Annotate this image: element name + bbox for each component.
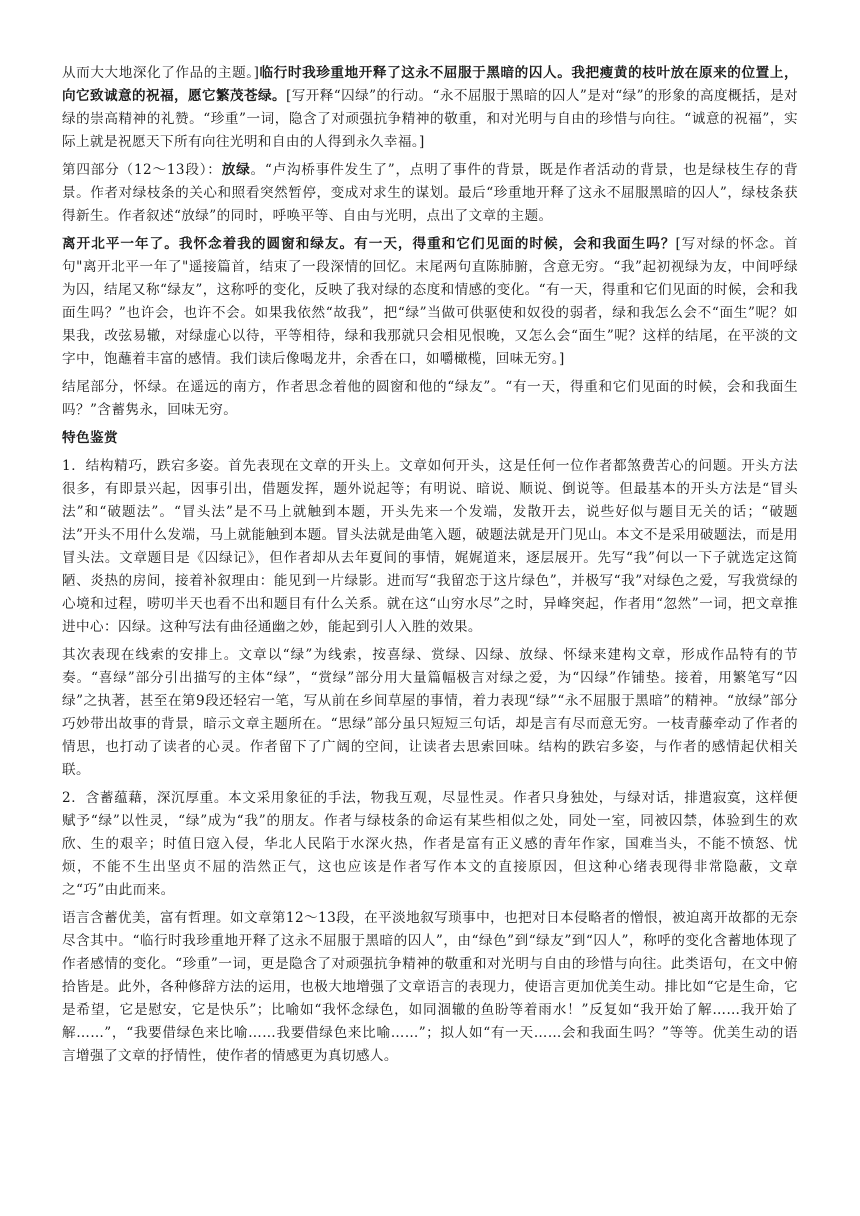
paragraph	[62, 907, 798, 1068]
paragraph	[62, 233, 798, 371]
text-run: 从而大大地深化了作品的主题。]	[62, 65, 260, 81]
text-run: 第四部分（12～13段）：	[62, 162, 222, 178]
document-page	[62, 62, 798, 1073]
text-run: 语言含蓄优美，富有哲理。如文章第12～13段，在平淡地叙写琐事中，也把对日本侵略者的憎恨，被迫离开故都的无奈尽含其中。“临行时我珍重地开释了这永不屈服于黑暗的囚人”，由“绿色”到“绿友”到“囚人”，称呼的变化含蓄地体现了作者感情的变化。“珍重”一词，更是隐含了对顽强抗争精神的敬重和对光明与自由的珍惜与向往。此类语句，在文中俯拾皆是。此外，各种修辞方法的运用，也极大地增强了文章语言的表现力，使语言更加优美生动。排比如“它是生命，它是希望，它是慰安，它是快乐”；比喻如“我怀念绿色，如同涸辙的鱼盼等着雨水！”反复如“我开始了解……我开始了解……”，“我要借绿色来比喻……我要借绿色来比喻……”；拟人如“有一天……会和我面生吗？”等等。优美生动的语言增强了文章的抒情性，使作者的情感更为真切感人。	[62, 910, 798, 1064]
paragraph	[62, 455, 798, 639]
paragraph	[62, 644, 798, 782]
paragraph	[62, 159, 798, 228]
paragraph	[62, 376, 798, 422]
bold-text-run: 临行时我珍重地开释了这永不屈服于黑暗的囚人。我把瘦黄的枝叶放在原来的位置上，向它致诚意的祝福，愿它繁茂苍绿。	[62, 65, 798, 104]
paragraph	[62, 787, 798, 902]
text-run: 其次表现在线索的安排上。文章以“绿”为线索，按喜绿、赏绿、囚绿、放绿、怀绿来建构文章，形成作品特有的节奏。“喜绿”部分引出描写的主体“绿”，“赏绿”部分用大量篇幅极言对绿之爱，为“囚绿”作铺垫。接着，用繁笔写“囚绿”之执著，甚至在第9段还轻宕一笔，写从前在乡间草屋的事情，着力表现“绿”“永不屈服于黑暗”的精神。“放绿”部分巧妙带出故事的背景，暗示文章主题所在。“思绿”部分虽只短短三句话，却是言有尽而意无穷。一枝青藤牵动了作者的情思，也打动了读者的心灵。作者留下了广阔的空间，让读者去思索回味。结构的跌宕多姿，与作者的感情起伏相关联。	[62, 647, 798, 778]
text-run: 2．含蓄蕴藉，深沉厚重。本文采用象征的手法，物我互观，尽显性灵。作者只身独处，与绿对话，排遣寂寞，这样便赋予“绿”以性灵，“绿”成为“我”的朋友。作者与绿枝条的命运有某些相似之处，同处一室，同被囚禁，体验到生的欢欣、生的艰辛；时值日寇入侵，华北人民陷于水深火热，作者是富有正义感的青年作家，国难当头，不能不愤怒、忧烦，不能不生出坚贞不屈的浩然正气，这也应该是作者写作本文的直接原因，但这种心绪表现得非常隐蔽，文章之“巧”由此而来。	[62, 790, 798, 898]
text-run: 。“卢沟桥事件发生了”，点明了事件的背景，既是作者活动的背景，也是绿枝生存的背景。作者对绿枝条的关心和照看突然暂停，变成对求生的谋划。最后“珍重地开释了这永不屈服黑暗的囚人”，绿枝条获得新生。作者叙述“放绿”的同时，呼唤平等、自由与光明，点出了文章的主题。	[62, 162, 798, 224]
paragraph	[62, 62, 798, 154]
text-run: 1．结构精巧，跌宕多姿。首先表现在文章的开头上。文章如何开头，这是任何一位作者都煞费苦心的问题。开头方法很多，有即景兴起，因事引出，借题发挥，题外说起等；有明说、暗说、顺说、倒说等。但最基本的开头方法是“冒头法”和“破题法”。“冒头法”是不马上就触到本题，开头先来一个发端，发散开去，说些好似与题目无关的话；“破题法”开头不用什么发端，马上就能触到本题。冒头法就是曲笔入题，破题法就是开门见山。本文不是采用破题法，而是用冒头法。文章题目是《囚绿记》，但作者却从去年夏间的事情，娓娓道来，逐层展开。先写“我”何以一下子就选定这简陋、炎热的房间，接着补叙理由：能见到一片绿影。进而写“我留恋于这片绿色”，并极写“我”对绿色之爱，写我赏绿的心境和过程，唠叨半天也看不出和题目有什么关系。就在这“山穷水尽”之时，异峰突起，作者用“忽然”一词，把文章推进中心：囚绿。这种写法有曲径通幽之妙，能起到引人入胜的效果。	[62, 458, 798, 635]
text-run: [写对绿的怀念。首句"离开北平一年了"遥接篇首，结束了一段深情的回忆。末尾两句直陈肺腑，含意无穷。“我”起初视绿为友，中间呼绿为囚，结尾又称“绿友”，这称呼的变化，反映了我对绿的态度和情感的变化。“有一天，得重和它们见面的时候，会和我面生吗？”也许会，也许不会。如果我依然“故我”，把“绿”当做可供驱使和奴役的弱者，绿和我怎么会不“面生”呢？如果我，改弦易辙，对绿虚心以待，平等相待，绿和我那就只会相见恨晚，又怎么会“面生”呢？这样的结尾，在平淡的文字中，饱蘸着丰富的感情。我们读后像喝龙井，余香在口，如嚼橄榄，回味无穷。]	[62, 236, 799, 367]
bold-text-run: 特色鉴赏	[62, 430, 118, 446]
bold-text-run: 放绿	[221, 162, 251, 178]
text-run: 结尾部分，怀绿。在遥远的南方，作者思念着他的圆窗和他的“绿友”。“有一天，得重和它们见面的时候，会和我面生吗？”含蓄隽永，回味无穷。	[62, 379, 798, 418]
text-run: [写开释“囚绿”的行动。“永不屈服于黑暗的囚人”是对“绿”的形象的高度概括，是对绿的崇高精神的礼赞。“珍重”一词，隐含了对顽强抗争精神的敬重，和对光明与自由的珍惜与向往。“诚意的祝福”，实际上就是祝愿天下所有向往光明和自由的人得到永久幸福。]	[62, 88, 798, 150]
bold-text-run: 离开北平一年了。我怀念着我的圆窗和绿友。有一天，得重和它们见面的时候，会和我面生吗？	[62, 236, 676, 252]
section-heading	[62, 427, 798, 450]
